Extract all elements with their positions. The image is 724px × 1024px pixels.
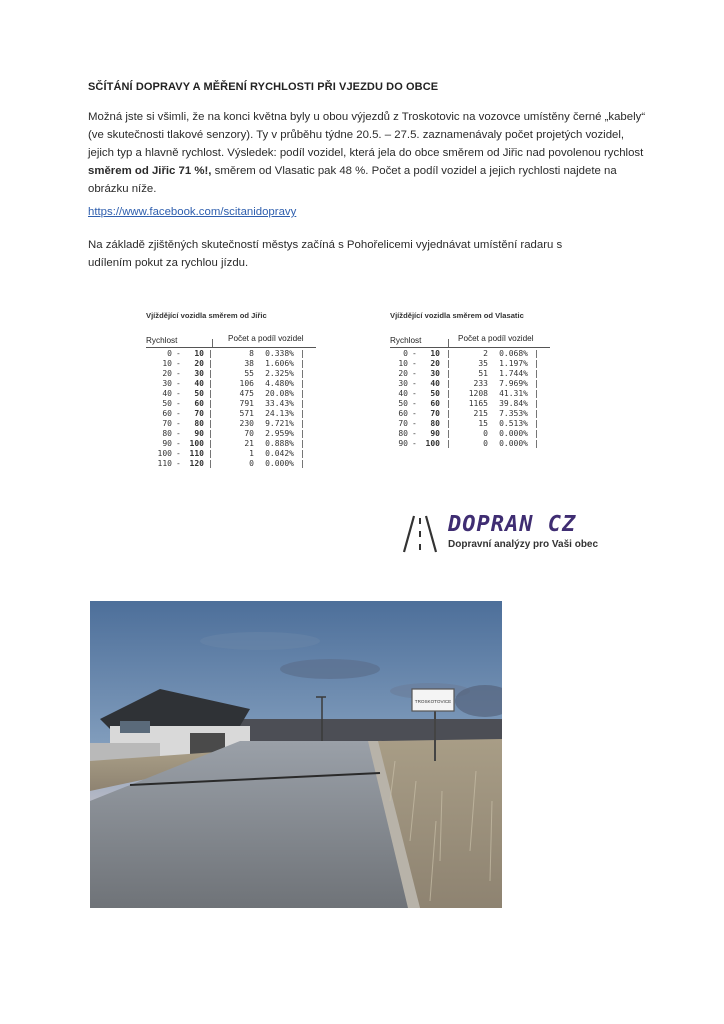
vehicle-count: 0 — [483, 429, 488, 438]
vehicle-count: 15 — [478, 419, 488, 428]
vehicle-count: 1 — [249, 449, 254, 458]
column-separator: | — [534, 369, 539, 378]
range-dash: - — [412, 359, 417, 368]
vehicle-share: 0.000% — [265, 459, 294, 468]
column-separator: | — [534, 439, 539, 448]
speed-from: 80 — [398, 429, 408, 438]
column-separator: | — [208, 449, 213, 458]
vehicle-count: 791 — [239, 399, 254, 408]
range-dash: - — [176, 409, 181, 418]
column-separator: | — [208, 369, 213, 378]
column-separator: | — [534, 379, 539, 388]
speed-from: 30 — [162, 379, 172, 388]
table-row — [390, 439, 550, 449]
range-dash: - — [176, 449, 181, 458]
column-separator: | — [534, 419, 539, 428]
speed-from: 110 — [157, 459, 172, 468]
speed-to: 50 — [430, 389, 440, 398]
speed-from: 90 — [398, 439, 408, 448]
vehicle-share: 7.969% — [499, 379, 528, 388]
speed-to: 100 — [189, 439, 204, 448]
vehicle-count: 55 — [244, 369, 254, 378]
vehicle-count: 51 — [478, 369, 488, 378]
road-photo — [90, 601, 502, 908]
column-separator: | — [446, 419, 451, 428]
table-row — [390, 369, 550, 379]
column-separator: | — [300, 349, 305, 358]
table-row — [146, 409, 316, 419]
column-count-header: Počet a podíl vozidel — [458, 334, 534, 343]
intro-highlight: směrem od Jiřic 71 %!, — [88, 165, 212, 177]
column-separator: | — [300, 399, 305, 408]
column-separator: | — [446, 409, 451, 418]
speed-to: 110 — [189, 449, 204, 458]
speed-from: 0 — [403, 349, 408, 358]
vehicle-count: 0 — [249, 459, 254, 468]
column-separator: | — [446, 349, 451, 358]
table-row — [390, 379, 550, 389]
range-dash: - — [412, 389, 417, 398]
speed-table-vlasatic — [390, 311, 550, 449]
range-dash: - — [412, 409, 417, 418]
speed-table-jiric — [146, 311, 316, 469]
table-row — [146, 359, 316, 369]
table-row — [390, 359, 550, 369]
column-separator: | — [534, 409, 539, 418]
table-row — [146, 439, 316, 449]
column-separator: | — [534, 359, 539, 368]
speed-to: 30 — [194, 369, 204, 378]
column-speed-header: Rychlost — [390, 336, 422, 345]
vehicle-count: 38 — [244, 359, 254, 368]
vehicle-share: 1.744% — [499, 369, 528, 378]
range-dash: - — [412, 399, 417, 408]
speed-to: 90 — [194, 429, 204, 438]
speed-to: 10 — [194, 349, 204, 358]
speed-to: 60 — [430, 399, 440, 408]
header-rule — [390, 347, 550, 348]
speed-from: 60 — [398, 409, 408, 418]
vehicle-count: 475 — [239, 389, 254, 398]
vehicle-count: 0 — [483, 439, 488, 448]
vehicle-share: 0.000% — [499, 429, 528, 438]
speed-from: 10 — [162, 359, 172, 368]
column-separator: | — [300, 369, 305, 378]
column-separator: | — [208, 379, 213, 388]
table-header — [390, 334, 550, 346]
column-separator: | — [300, 409, 305, 418]
radar-paragraph: Na základě zjištěných skutečností městys začíná s Pohořelicemi vyjednávat umístění radaru s udílením pokut za rychlou jízdu. — [88, 239, 563, 269]
column-separator: | — [208, 389, 213, 398]
column-separator: | — [300, 459, 305, 468]
table-row — [390, 349, 550, 359]
column-separator: | — [300, 439, 305, 448]
table-row — [146, 399, 316, 409]
table-row — [390, 399, 550, 409]
vehicle-count: 1208 — [468, 389, 488, 398]
range-dash: - — [412, 439, 417, 448]
vehicle-count: 230 — [239, 419, 254, 428]
facebook-link[interactable]: https://www.facebook.com/scitanidopravy — [88, 206, 297, 218]
vehicle-share: 0.000% — [499, 439, 528, 448]
vehicle-share: 2.325% — [265, 369, 294, 378]
table-rows — [390, 349, 550, 449]
intro-text-part2: směrem od Vlasatic pak 48 %. Počet a podíl vozidel a jejich rychlosti najdete na obrázku níže. — [88, 165, 617, 195]
intro-text-part1: Možná jste si všimli, že na konci května byly u obou výjezdů z Troskotovic na vozovce umístěny černé „kabely“ (ve skutečnosti tlakové senzory). Ty v průběhu týdne 20.5. – 27.5. zaznamenávaly počet projetých vozidel, jejich typ a hlavně rychlost. Výsledek: podíl vozidel, která jela do obce směrem od Jiřic nad povolenou rychlost — [88, 111, 646, 159]
table-row — [146, 449, 316, 459]
vehicle-share: 0.338% — [265, 349, 294, 358]
speed-from: 50 — [398, 399, 408, 408]
vehicle-share: 39.84% — [499, 399, 528, 408]
vehicle-share: 1.197% — [499, 359, 528, 368]
vehicle-share: 20.08% — [265, 389, 294, 398]
column-separator: | — [210, 338, 215, 347]
table-rows — [146, 349, 316, 469]
vehicle-share: 0.068% — [499, 349, 528, 358]
column-separator: | — [446, 359, 451, 368]
table-title: Vjíždějící vozidla směrem od Vlasatic — [390, 311, 524, 320]
vehicle-count: 106 — [239, 379, 254, 388]
intro-paragraph — [88, 108, 648, 198]
table-row — [146, 369, 316, 379]
vehicle-count: 21 — [244, 439, 254, 448]
table-row — [390, 429, 550, 439]
range-dash: - — [176, 389, 181, 398]
vehicle-share: 4.480% — [265, 379, 294, 388]
vehicle-share: 9.721% — [265, 419, 294, 428]
column-separator: | — [446, 429, 451, 438]
table-row — [146, 349, 316, 359]
speed-from: 40 — [162, 389, 172, 398]
vehicle-share: 7.353% — [499, 409, 528, 418]
column-separator: | — [208, 419, 213, 428]
speed-from: 20 — [162, 369, 172, 378]
vehicle-share: 24.13% — [265, 409, 294, 418]
column-separator: | — [208, 459, 213, 468]
range-dash: - — [412, 379, 417, 388]
table-row — [146, 459, 316, 469]
column-separator: | — [446, 389, 451, 398]
column-separator: | — [300, 389, 305, 398]
vehicle-share: 0.513% — [499, 419, 528, 428]
vehicle-share: 0.042% — [265, 449, 294, 458]
column-separator: | — [534, 349, 539, 358]
column-separator: | — [300, 449, 305, 458]
vehicle-count: 1165 — [468, 399, 488, 408]
column-separator: | — [534, 399, 539, 408]
range-dash: - — [176, 439, 181, 448]
column-separator: | — [534, 429, 539, 438]
column-separator: | — [446, 379, 451, 388]
article-title: SČÍTÁNÍ DOPRAVY A MĚŘENÍ RYCHLOSTI PŘI VJEZDU DO OBCE — [88, 81, 439, 93]
range-dash: - — [412, 419, 417, 428]
vehicle-count: 233 — [473, 379, 488, 388]
column-separator: | — [208, 439, 213, 448]
speed-from: 0 — [167, 349, 172, 358]
range-dash: - — [412, 369, 417, 378]
column-separator: | — [300, 379, 305, 388]
dopran-logo — [400, 512, 630, 556]
speed-from: 70 — [162, 419, 172, 428]
table-row — [390, 409, 550, 419]
table-title: Vjíždějící vozidla směrem od Jiřic — [146, 311, 267, 320]
speed-to: 70 — [194, 409, 204, 418]
speed-to: 20 — [430, 359, 440, 368]
town-sign-text: TROSKOTOVICE — [414, 699, 452, 704]
column-separator: | — [446, 439, 451, 448]
range-dash: - — [412, 429, 417, 438]
speed-to: 80 — [194, 419, 204, 428]
column-speed-header: Rychlost — [146, 336, 178, 345]
vehicle-count: 70 — [244, 429, 254, 438]
speed-from: 90 — [162, 439, 172, 448]
range-dash: - — [176, 369, 181, 378]
vehicle-share: 0.888% — [265, 439, 294, 448]
column-separator: | — [446, 338, 451, 347]
speed-to: 90 — [430, 429, 440, 438]
vehicle-share: 1.606% — [265, 359, 294, 368]
column-separator: | — [208, 409, 213, 418]
speed-from: 40 — [398, 389, 408, 398]
table-row — [146, 389, 316, 399]
speed-to: 40 — [194, 379, 204, 388]
vehicle-count: 2 — [483, 349, 488, 358]
logo-name: DOPRAN CZ — [448, 512, 577, 537]
logo-tagline: Dopravní analýzy pro Vaši obec — [448, 539, 599, 550]
road-icon — [400, 514, 440, 554]
vehicle-count: 35 — [478, 359, 488, 368]
column-separator: | — [300, 359, 305, 368]
speed-from: 50 — [162, 399, 172, 408]
column-separator: | — [208, 399, 213, 408]
speed-from: 80 — [162, 429, 172, 438]
range-dash: - — [412, 349, 417, 358]
photo-image — [90, 601, 502, 908]
speed-from: 100 — [157, 449, 172, 458]
speed-to: 50 — [194, 389, 204, 398]
vehicle-count: 571 — [239, 409, 254, 418]
vehicle-share: 41.31% — [499, 389, 528, 398]
range-dash: - — [176, 429, 181, 438]
table-row — [146, 419, 316, 429]
table-row — [146, 379, 316, 389]
range-dash: - — [176, 459, 181, 468]
table-row — [146, 429, 316, 439]
column-separator: | — [300, 419, 305, 428]
table-header — [146, 334, 316, 346]
column-separator: | — [446, 369, 451, 378]
table-row — [390, 419, 550, 429]
speed-to: 40 — [430, 379, 440, 388]
speed-from: 20 — [398, 369, 408, 378]
range-dash: - — [176, 399, 181, 408]
column-separator: | — [208, 429, 213, 438]
column-separator: | — [534, 389, 539, 398]
speed-to: 20 — [194, 359, 204, 368]
column-separator: | — [208, 359, 213, 368]
speed-to: 30 — [430, 369, 440, 378]
speed-to: 60 — [194, 399, 204, 408]
speed-from: 60 — [162, 409, 172, 418]
column-separator: | — [300, 429, 305, 438]
speed-from: 70 — [398, 419, 408, 428]
speed-to: 80 — [430, 419, 440, 428]
column-count-header: Počet a podíl vozidel — [228, 334, 304, 343]
vehicle-share: 2.959% — [265, 429, 294, 438]
range-dash: - — [176, 359, 181, 368]
speed-to: 120 — [189, 459, 204, 468]
column-separator: | — [208, 349, 213, 358]
table-row — [390, 389, 550, 399]
range-dash: - — [176, 379, 181, 388]
vehicle-count: 215 — [473, 409, 488, 418]
header-rule — [146, 347, 316, 348]
range-dash: - — [176, 349, 181, 358]
speed-from: 30 — [398, 379, 408, 388]
vehicle-share: 33.43% — [265, 399, 294, 408]
vehicle-count: 8 — [249, 349, 254, 358]
column-separator: | — [446, 399, 451, 408]
speed-to: 10 — [430, 349, 440, 358]
range-dash: - — [176, 419, 181, 428]
speed-to: 70 — [430, 409, 440, 418]
speed-to: 100 — [425, 439, 440, 448]
speed-from: 10 — [398, 359, 408, 368]
